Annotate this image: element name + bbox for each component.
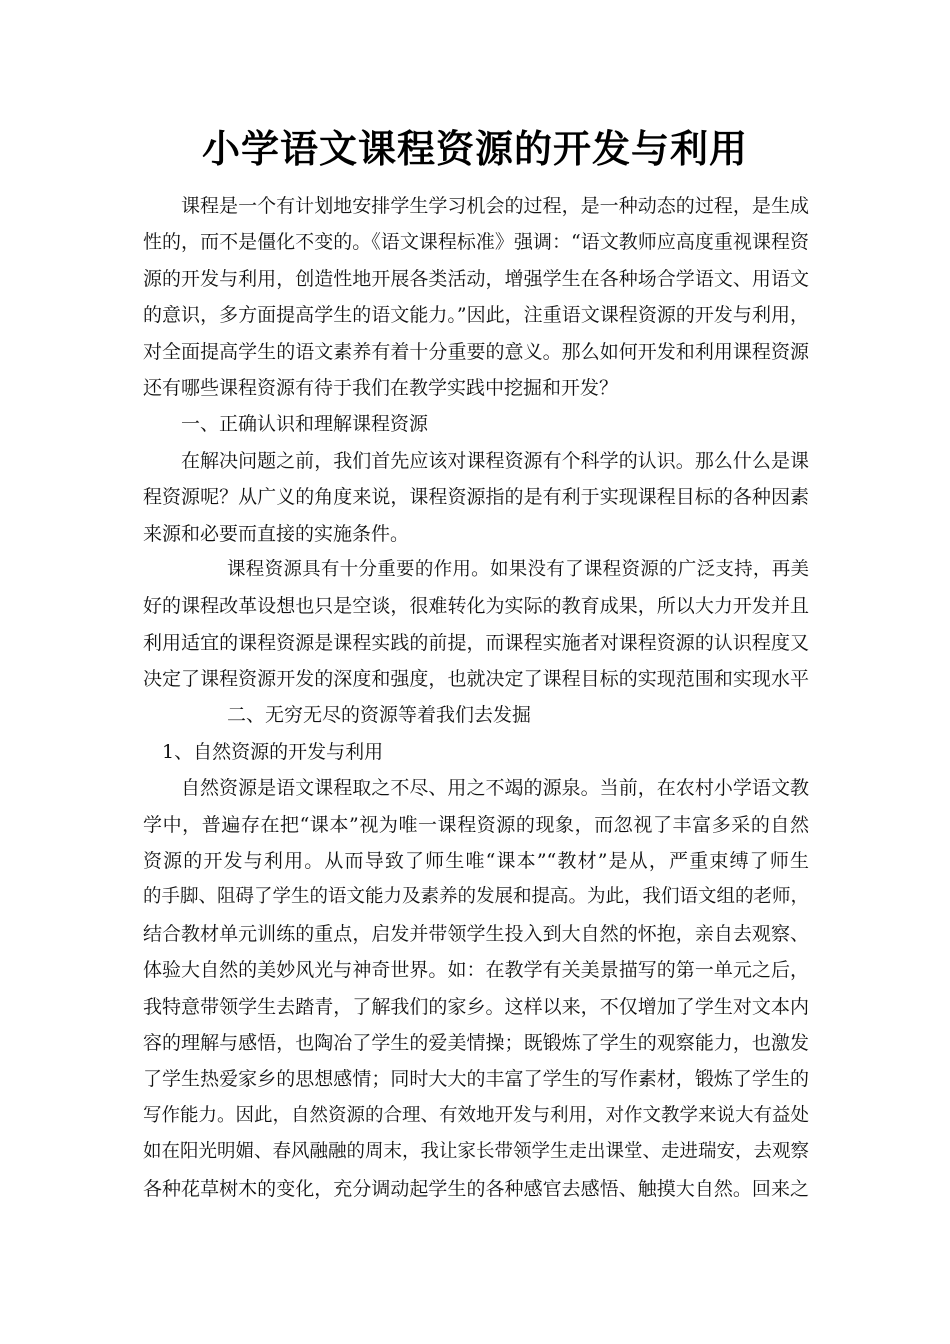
section-heading-2: 二、无穷无尽的资源等着我们去发掘 — [227, 704, 532, 727]
section-heading-1: 一、正确认识和理解课程资源 — [181, 413, 429, 436]
paragraph-line: 容的理解与感悟，也陶冶了学生的爱美情操；既锻炼了学生的观察能力，也激发 — [143, 1031, 809, 1054]
paragraph-line: 了学生热爱家乡的思想感情；同时大大的丰富了学生的写作素材，锻炼了学生的 — [143, 1068, 809, 1091]
paragraph-line: 结合教材单元训练的重点，启发并带领学生投入到大自然的怀抱，亲自去观察、 — [143, 922, 809, 945]
paragraph-line: 决定了课程资源开发的深度和强度，也就决定了课程目标的实现范围和实现水平 — [143, 668, 809, 691]
paragraph-line: 资源的开发与利用。从而导致了师生唯“课本”“教材”是从，严重束缚了师生 — [143, 850, 809, 873]
subsection-heading: 1、自然资源的开发与利用 — [162, 740, 384, 763]
paragraph-line: 各种花草树木的变化，充分调动起学生的各种感官去感悟、触摸大自然。回来之 — [143, 1177, 809, 1200]
paragraph-line: 的手脚、阻碍了学生的语文能力及素养的发展和提高。为此，我们语文组的老师， — [143, 886, 810, 908]
paragraph-line: 源的开发与利用，创造性地开展各类活动，增强学生在各种场合学语文、用语文 — [143, 267, 809, 290]
paragraph-line: 利用适宜的课程资源是课程实践的前提，而课程实施者对课程资源的认识程度又 — [143, 631, 809, 654]
paragraph-line: 性的，而不是僵化不变的。《语文课程标准》强调：“语文教师应高度重视课程资 — [143, 231, 809, 254]
paragraph-line: 来源和必要而直接的实施条件。 — [143, 522, 410, 545]
paragraph-line: 的意识，多方面提高学生的语文能力。”因此，注重语文课程资源的开发与利用， — [143, 304, 809, 327]
document-title: 小学语文课程资源的开发与利用 — [201, 127, 748, 171]
paragraph-line: 还有哪些课程资源有待于我们在教学实践中挖掘和开发？ — [143, 376, 619, 399]
paragraph-line: 好的课程改革设想也只是空谈，很难转化为实际的教育成果，所以大力开发并且 — [143, 595, 809, 618]
paragraph-line: 自然资源是语文课程取之不尽、用之不竭的源泉。当前，在农村小学语文教 — [181, 777, 809, 800]
paragraph-line: 我特意带领学生去踏青，了解我们的家乡。这样以来，不仅增加了学生对文本内 — [143, 995, 809, 1018]
paragraph-line: 如在阳光明媚、春风融融的周末，我让家长带领学生走出课堂、走进瑞安，去观察 — [143, 1141, 810, 1163]
paragraph-line: 课程是一个有计划地安排学生学习机会的过程，是一种动态的过程，是生成 — [181, 195, 809, 217]
paragraph-line: 写作能力。因此，自然资源的合理、有效地开发与利用，对作文教学来说大有益处 — [143, 1104, 810, 1126]
paragraph-line: 对全面提高学生的语文素养有着十分重要的意义。那么如何开发和利用课程资源 — [143, 340, 809, 363]
paragraph-line: 程资源呢？从广义的角度来说，课程资源指的是有利于实现课程目标的各种因素 — [143, 486, 809, 509]
paragraph-line: 课程资源具有十分重要的作用。如果没有了课程资源的广泛支持，再美 — [227, 558, 809, 580]
document-body — [143, 188, 809, 1207]
paragraph-line: 在解决问题之前，我们首先应该对课程资源有个科学的认识。那么什么是课 — [181, 449, 809, 472]
paragraph-line: 体验大自然的美妙风光与神奇世界。如：在教学有关美景描写的第一单元之后， — [143, 959, 809, 982]
paragraph-line: 学中，普遍存在把“课本”视为唯一课程资源的现象，而忽视了丰富多采的自然 — [143, 813, 809, 836]
